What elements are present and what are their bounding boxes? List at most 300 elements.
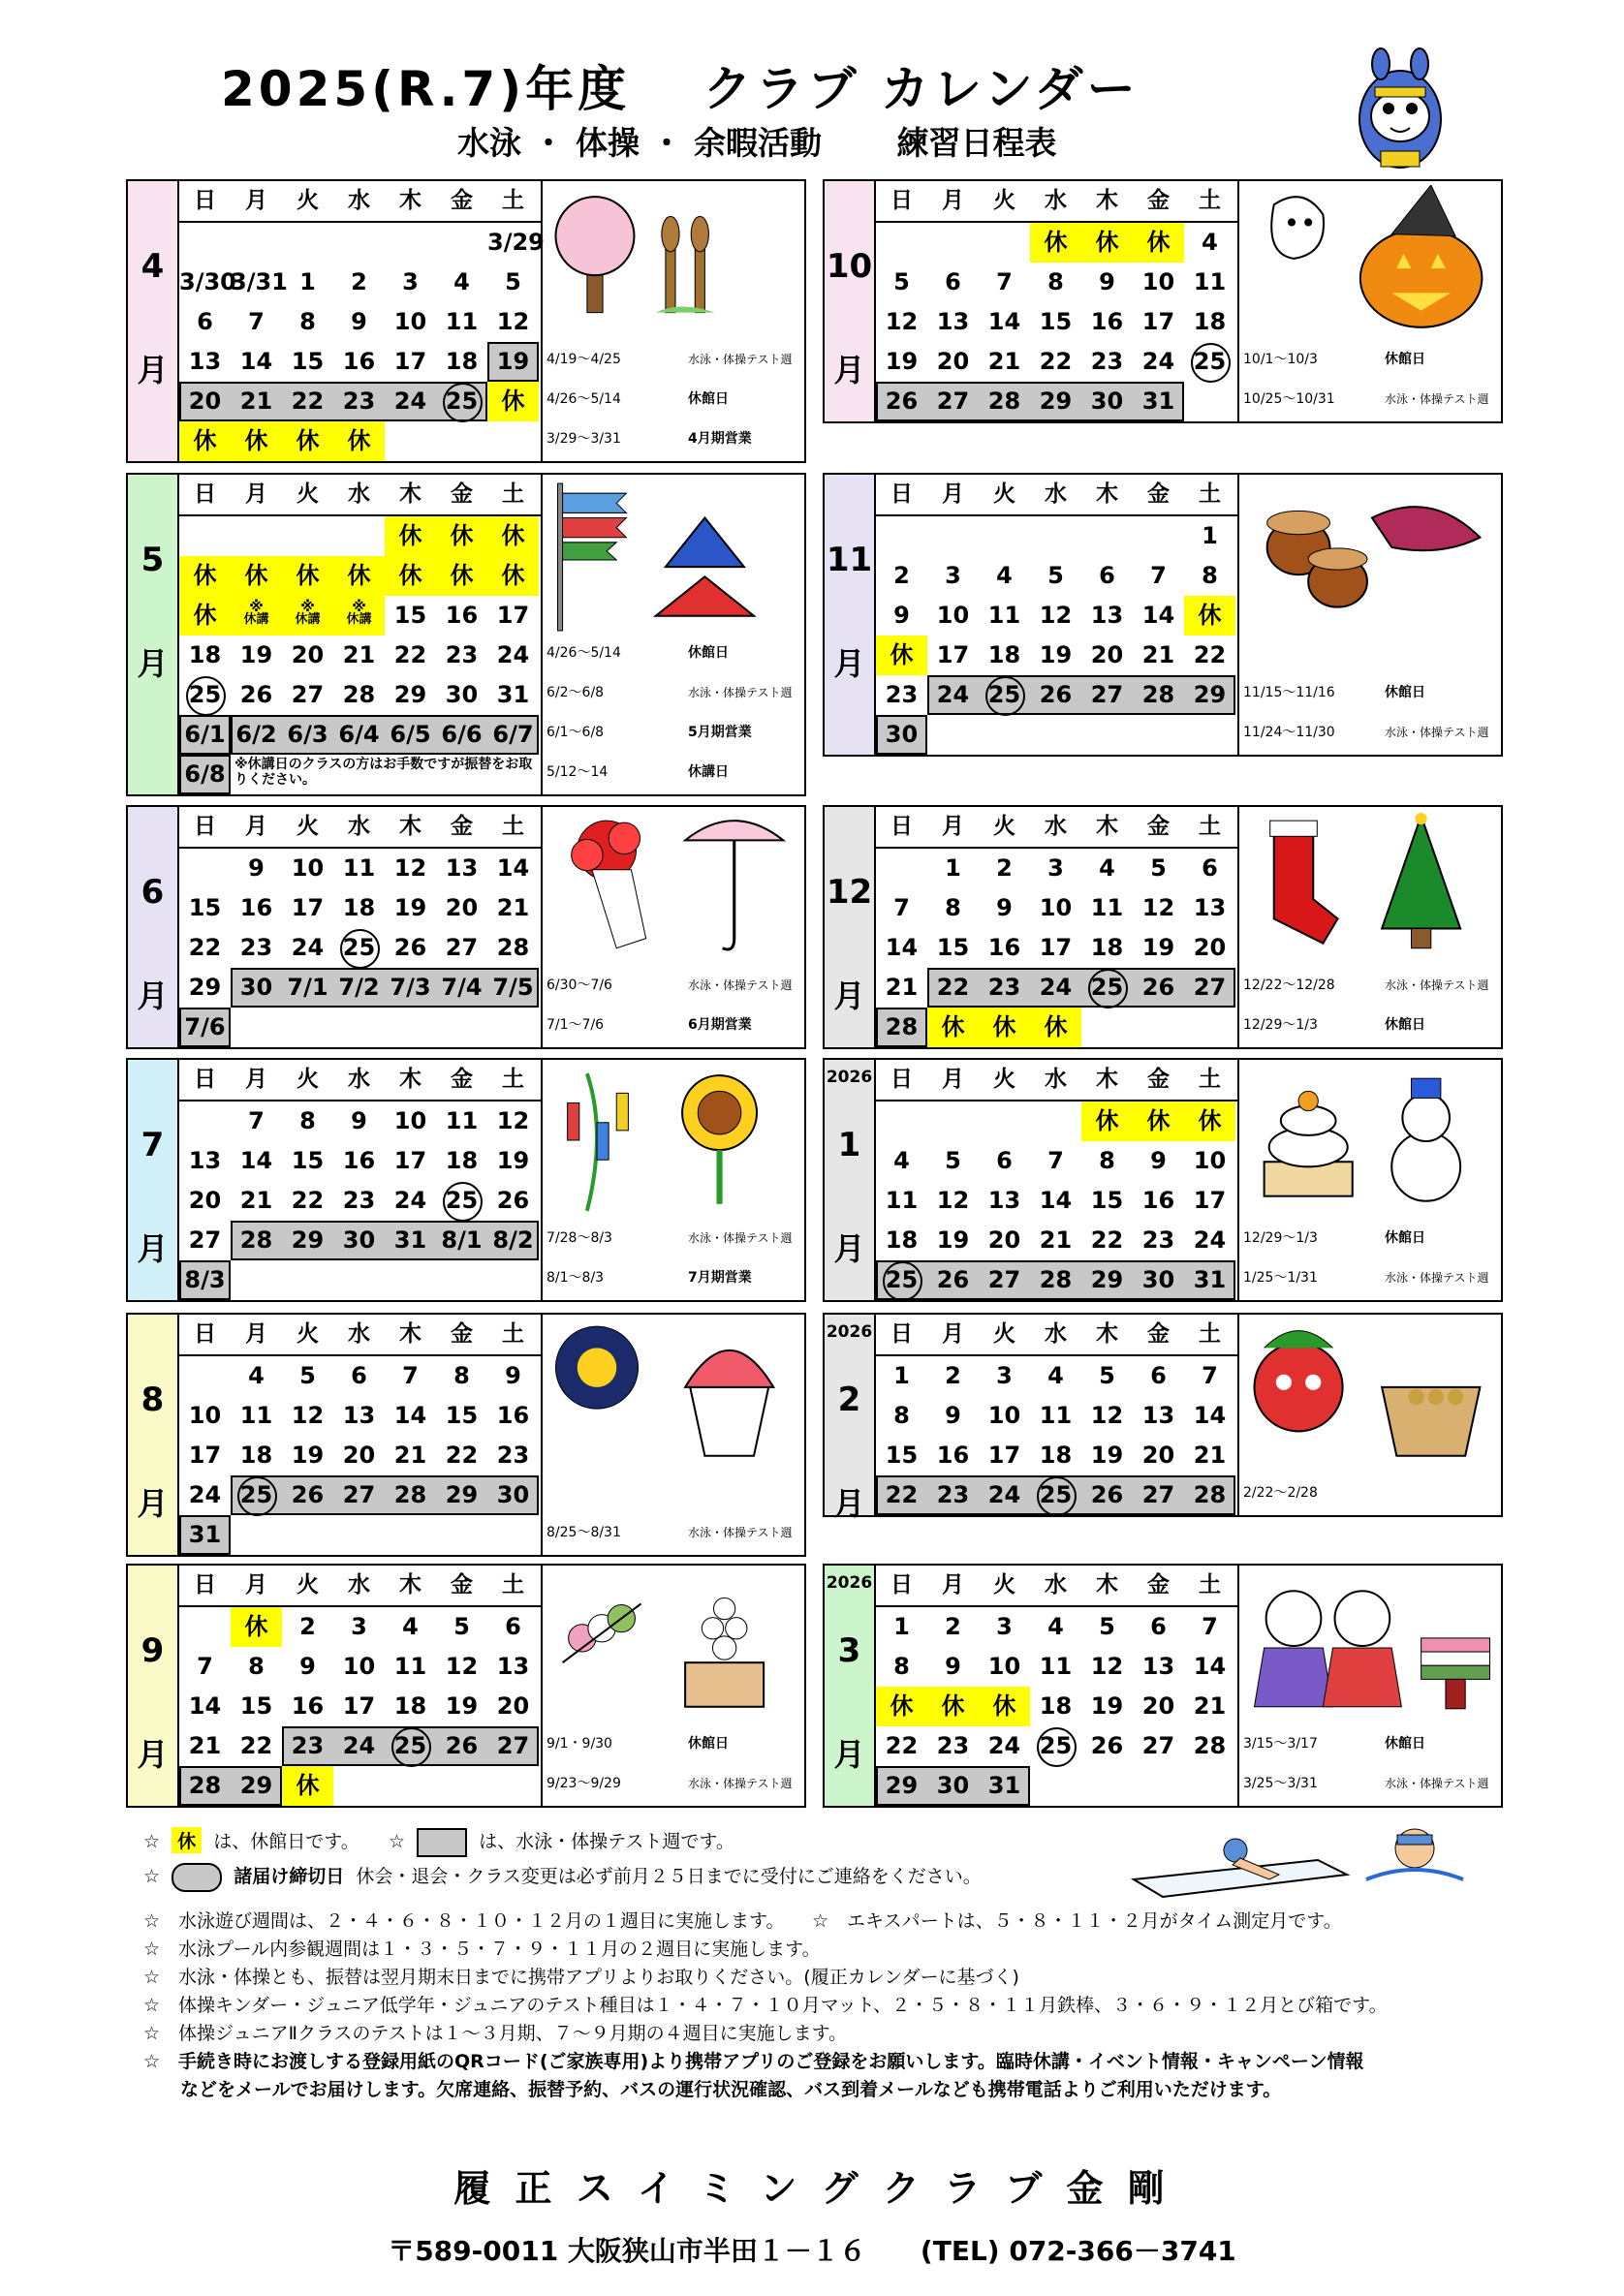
period-range: 4/26～5/14 xyxy=(547,391,621,407)
period-label: 休館日 xyxy=(688,1736,729,1752)
day-cell: 25 xyxy=(876,1260,927,1300)
period-range: 12/29～1/3 xyxy=(1243,1230,1318,1246)
period-row xyxy=(543,673,804,713)
day-cell: 休 xyxy=(179,596,231,636)
day-cell xyxy=(1081,715,1133,755)
day-cell: 30 xyxy=(333,1221,385,1260)
weekday-header: 水 xyxy=(348,1572,370,1598)
month-tab xyxy=(128,181,179,461)
day-cell: 20 xyxy=(445,894,479,921)
day-cell: 休 xyxy=(1133,1101,1184,1141)
day-cell: 休 xyxy=(487,556,539,596)
weekday-header: 水 xyxy=(348,814,370,839)
note-mark: ※ xyxy=(249,598,264,615)
period-row xyxy=(543,753,804,792)
day-cell: 休 xyxy=(927,1008,979,1047)
day-cell: 14 xyxy=(496,854,530,882)
period-label: 6月期営業 xyxy=(688,1017,752,1033)
day-cell xyxy=(231,596,282,636)
weekday-header: 水 xyxy=(1045,481,1067,507)
weekday-header: 土 xyxy=(1199,1572,1221,1598)
day-cell xyxy=(282,596,333,636)
day-cell: 3/31 xyxy=(231,268,288,295)
day-cell: 7/5 xyxy=(487,968,539,1008)
year-label: 2026 xyxy=(826,1322,873,1342)
day-cell: 31 xyxy=(496,681,530,708)
day-cell: 26 xyxy=(1090,1732,1124,1759)
period-row xyxy=(543,419,804,459)
day-cell: 8 xyxy=(1099,1147,1115,1174)
day-cell: 16 xyxy=(496,1402,530,1429)
legend-deadline-text: 休会・退会・クラス変更は必ず前月２５日までに受付にご連絡をください。 xyxy=(356,1866,982,1887)
day-cell xyxy=(231,1260,282,1300)
day-cell xyxy=(333,596,385,636)
period-row xyxy=(543,1219,804,1258)
club-address: 〒589-0011 大阪狭山市半田１－１６ (TEL) 072-366－3741 xyxy=(388,2235,1236,2267)
day-cell: 28 xyxy=(1030,1260,1081,1300)
period-info xyxy=(543,966,804,1045)
day-cell: 6 xyxy=(505,1613,521,1640)
day-cell: 8/1 xyxy=(436,1221,487,1260)
day-cell: 18 xyxy=(1039,1442,1073,1469)
day-cell: 18 xyxy=(188,641,222,668)
weekday-header: 金 xyxy=(451,1321,473,1347)
weekday-header: 水 xyxy=(348,188,370,213)
day-cell xyxy=(487,1008,539,1047)
month-tab xyxy=(825,475,876,755)
weekday-header: 土 xyxy=(1199,1067,1221,1092)
period-range: 7/1～7/6 xyxy=(547,1017,605,1033)
day-cell xyxy=(876,516,927,556)
day-cell: 19 xyxy=(1039,641,1073,668)
day-cell: 7 xyxy=(996,268,1013,295)
day-cell: 18 xyxy=(445,1147,479,1174)
day-cell: 18 xyxy=(987,641,1021,668)
day-cell: 30 xyxy=(445,681,479,708)
month-number: 10 xyxy=(826,247,873,286)
day-cell xyxy=(385,421,436,461)
day-cell: 4 xyxy=(893,1147,910,1174)
day-cell: 12 xyxy=(496,1107,530,1134)
day-cell: 25 xyxy=(979,675,1030,715)
day-cell: 7 xyxy=(197,1653,213,1680)
calendar-grid xyxy=(179,807,543,1047)
day-cell: 1 xyxy=(945,854,961,882)
day-cell xyxy=(282,1260,333,1300)
day-cell: 7/2 xyxy=(333,968,385,1008)
period-label: 休館日 xyxy=(688,645,729,661)
day-cell: 29 xyxy=(1030,382,1081,421)
day-cell: 16 xyxy=(987,934,1021,961)
day-cell: 17 xyxy=(342,1692,376,1720)
day-cell: 6/6 xyxy=(436,715,487,755)
day-cell xyxy=(1184,715,1235,755)
day-cell: 3 xyxy=(402,268,419,295)
day-cell xyxy=(876,223,927,263)
day-cell: 25 xyxy=(231,1475,282,1515)
day-cell: 22 xyxy=(876,1475,927,1515)
day-cell: 休 xyxy=(231,421,282,461)
period-label: 休講日 xyxy=(688,764,729,780)
day-cell: 21 xyxy=(342,641,376,668)
day-cell: 15 xyxy=(239,1692,273,1720)
day-cell: 21 xyxy=(393,1442,427,1469)
day-cell: 6/4 xyxy=(333,715,385,755)
month-suffix: 月 xyxy=(833,1485,865,1522)
hina-illustration xyxy=(1243,1569,1501,1726)
day-cell: 3 xyxy=(1047,854,1064,882)
day-cell: 26 xyxy=(436,1726,487,1766)
day-cell: 27 xyxy=(445,934,479,961)
day-cell: 休 xyxy=(385,556,436,596)
koinobori-illustration xyxy=(547,479,804,636)
day-cell: 5 xyxy=(505,268,521,295)
day-cell: 23 xyxy=(885,681,919,708)
day-cell: 6 xyxy=(1150,1613,1167,1640)
day-cell: 10 xyxy=(1193,1147,1227,1174)
day-cell: 休 xyxy=(282,421,333,461)
weekday-header: 木 xyxy=(399,1067,422,1092)
day-cell: 17 xyxy=(188,1442,222,1469)
day-cell: 11 xyxy=(239,1402,273,1429)
sakura-illustration xyxy=(547,185,804,342)
calendar-grid xyxy=(179,475,543,794)
day-cell: 25 xyxy=(436,1181,487,1221)
day-cell: 休 xyxy=(385,516,436,556)
day-cell: 14 xyxy=(239,348,273,375)
period-range: 10/25～10/31 xyxy=(1243,391,1335,407)
period-label: 水泳・体操テスト週 xyxy=(688,353,793,366)
day-cell: 21 xyxy=(1193,1692,1227,1720)
day-cell: 11 xyxy=(1090,894,1124,921)
weekday-header: 水 xyxy=(348,481,370,507)
weekday-header: 日 xyxy=(890,814,913,839)
day-cell: 4 xyxy=(1099,854,1115,882)
month-apr xyxy=(126,179,806,463)
day-cell: 10 xyxy=(987,1653,1021,1680)
weekday-header: 金 xyxy=(1147,1321,1170,1347)
weekday-header: 火 xyxy=(297,1572,319,1598)
day-cell: 休 xyxy=(1081,1101,1133,1141)
day-cell: 25 xyxy=(436,382,487,421)
day-cell xyxy=(231,1008,282,1047)
period-row xyxy=(543,1724,804,1764)
day-cell: 21 xyxy=(231,382,282,421)
weekday-header: 土 xyxy=(1199,814,1221,839)
day-cell xyxy=(1081,1766,1133,1806)
day-cell: 10 xyxy=(291,854,325,882)
day-cell: 15 xyxy=(1039,308,1073,335)
weekday-header: 月 xyxy=(245,1067,267,1092)
period-range: 10/1～10/3 xyxy=(1243,352,1318,367)
day-cell: 休 xyxy=(1081,223,1133,263)
day-cell: 1 xyxy=(299,268,316,295)
month-suffix: 月 xyxy=(833,1736,865,1773)
month-jul xyxy=(126,1058,806,1302)
day-cell: 休 xyxy=(487,382,539,421)
month-number: 7 xyxy=(141,1126,165,1164)
day-cell: 8 xyxy=(299,1107,316,1134)
day-cell: 28 xyxy=(876,1008,927,1047)
day-cell: 6 xyxy=(1202,854,1218,882)
month-nov xyxy=(823,473,1503,757)
month-number: 5 xyxy=(141,541,165,579)
day-cell: 30 xyxy=(927,1766,979,1806)
month-tab xyxy=(128,1566,179,1806)
deadline-swatch xyxy=(172,1863,222,1892)
day-cell: 14 xyxy=(1039,1187,1073,1214)
period-range: 6/30～7/6 xyxy=(547,977,612,993)
calendar-grid xyxy=(876,1315,1239,1515)
period-label: 7月期営業 xyxy=(688,1270,752,1286)
day-cell: 9 xyxy=(248,854,265,882)
day-cell: 29 xyxy=(1081,1260,1133,1300)
calendar-grid xyxy=(179,181,543,461)
day-cell: 17 xyxy=(393,348,427,375)
calendar-grid xyxy=(876,475,1239,755)
day-cell: 14 xyxy=(885,934,919,961)
day-cell: 16 xyxy=(239,894,273,921)
month-suffix: 月 xyxy=(137,977,169,1014)
day-cell: 16 xyxy=(445,602,479,629)
weekday-header: 火 xyxy=(993,1321,1015,1347)
day-cell: 28 xyxy=(231,1221,282,1260)
day-cell: 休 xyxy=(979,1687,1030,1726)
day-cell: 17 xyxy=(1141,308,1175,335)
day-cell xyxy=(231,1515,282,1555)
day-cell: 17 xyxy=(393,1147,427,1174)
day-cell: 13 xyxy=(445,854,479,882)
day-cell: 29 xyxy=(876,1766,927,1806)
day-cell: 5 xyxy=(453,1613,470,1640)
day-cell: 休 xyxy=(876,636,927,675)
month-number: 6 xyxy=(141,873,165,912)
period-range: 8/25～8/31 xyxy=(547,1525,621,1540)
day-cell: 14 xyxy=(987,308,1021,335)
day-cell: 24 xyxy=(385,382,436,421)
day-cell: 休 xyxy=(436,556,487,596)
weekday-header: 火 xyxy=(993,1067,1015,1092)
day-cell xyxy=(979,1101,1030,1141)
day-cell: 20 xyxy=(179,382,231,421)
day-cell: 休 xyxy=(1184,1101,1235,1141)
day-cell: 6/5 xyxy=(385,715,436,755)
weekday-header: 水 xyxy=(1045,1572,1067,1598)
period-label: 水泳・体操テスト週 xyxy=(1385,1777,1489,1790)
day-cell: 6 xyxy=(197,308,213,335)
day-cell xyxy=(333,223,385,263)
day-cell: 16 xyxy=(1090,308,1124,335)
day-cell xyxy=(385,1515,436,1555)
day-cell: 13 xyxy=(342,1402,376,1429)
period-row xyxy=(1239,1219,1501,1258)
weekday-header: 火 xyxy=(993,814,1015,839)
weekday-header: 土 xyxy=(1199,188,1221,213)
period-label: 休館日 xyxy=(1385,1230,1425,1246)
weekday-header: 火 xyxy=(297,1321,319,1347)
day-cell: 9 xyxy=(996,894,1013,921)
weekday-header: 水 xyxy=(1045,188,1067,213)
mascot-icon xyxy=(1352,47,1449,172)
weekday-header: 水 xyxy=(1045,1067,1067,1092)
day-cell: 9 xyxy=(945,1653,961,1680)
weekday-header: 土 xyxy=(1199,1321,1221,1347)
period-label: 水泳・体操テスト週 xyxy=(1385,392,1489,406)
day-cell: 2 xyxy=(299,1613,316,1640)
weekday-header: 土 xyxy=(502,481,524,507)
day-cell xyxy=(333,516,385,556)
period-info xyxy=(1239,673,1501,753)
day-cell: 12 xyxy=(1090,1653,1124,1680)
weekday-header: 日 xyxy=(890,481,913,507)
day-cell xyxy=(333,1260,385,1300)
day-cell: 25 xyxy=(1081,968,1133,1008)
day-cell: 休 xyxy=(927,1687,979,1726)
day-cell: 20 xyxy=(1141,1692,1175,1720)
day-cell: 23 xyxy=(1141,1226,1175,1254)
period-range: 6/1～6/8 xyxy=(547,725,605,740)
period-row xyxy=(543,1513,804,1553)
day-cell: 22 xyxy=(1090,1226,1124,1254)
period-row xyxy=(1239,1724,1501,1764)
day-cell xyxy=(979,223,1030,263)
weekday-header: 月 xyxy=(942,1572,964,1598)
day-cell: 24 xyxy=(291,934,325,961)
day-cell: 10 xyxy=(987,1402,1021,1429)
period-label: 休館日 xyxy=(1385,1017,1425,1033)
day-cell: 23 xyxy=(927,1475,979,1515)
holiday-swatch: 休 xyxy=(172,1827,202,1853)
period-row xyxy=(543,634,804,673)
day-cell: 31 xyxy=(385,1221,436,1260)
day-cell: 24 xyxy=(333,1726,385,1766)
period-row xyxy=(1239,713,1501,753)
weekday-header: 木 xyxy=(399,1321,422,1347)
day-cell: 3 xyxy=(351,1613,367,1640)
day-cell: 7/1 xyxy=(282,968,333,1008)
day-cell: 26 xyxy=(1133,968,1184,1008)
month-suffix: 月 xyxy=(137,645,169,682)
month-suffix: 月 xyxy=(137,352,169,388)
day-cell: 17 xyxy=(987,1442,1021,1469)
month-tab xyxy=(128,1315,179,1555)
day-cell: 12 xyxy=(1039,602,1073,629)
day-cell xyxy=(1081,516,1133,556)
day-cell: 22 xyxy=(885,1732,919,1759)
day-cell: 5 xyxy=(1047,562,1064,589)
day-cell: 29 xyxy=(188,974,222,1001)
day-cell: 21 xyxy=(496,894,530,921)
day-cell: 21 xyxy=(1141,641,1175,668)
period-info xyxy=(1239,340,1501,419)
month-suffix: 月 xyxy=(137,1485,169,1522)
weekday-header: 金 xyxy=(451,1572,473,1598)
period-range: 4/19～4/25 xyxy=(547,352,621,367)
day-cell: 19 xyxy=(239,641,273,668)
period-row xyxy=(543,966,804,1006)
day-cell: 9 xyxy=(1099,268,1115,295)
day-cell xyxy=(436,223,487,263)
weekday-header: 日 xyxy=(890,1572,913,1598)
weekday-header: 日 xyxy=(890,1321,913,1347)
day-cell xyxy=(487,1766,539,1806)
day-cell: 10 xyxy=(393,308,427,335)
day-cell: 13 xyxy=(1090,602,1124,629)
day-cell: 17 xyxy=(1039,934,1073,961)
day-cell: 20 xyxy=(291,641,325,668)
day-cell: 8 xyxy=(893,1402,910,1429)
day-cell: 12 xyxy=(445,1653,479,1680)
day-cell xyxy=(927,715,979,755)
day-cell: 7/6 xyxy=(179,1008,231,1047)
day-cell: 24 xyxy=(188,1481,222,1508)
day-cell xyxy=(282,1515,333,1555)
weekday-header: 金 xyxy=(451,481,473,507)
day-cell: 15 xyxy=(445,1402,479,1429)
day-cell: 17 xyxy=(496,602,530,629)
month-tab xyxy=(825,181,876,421)
day-cell: 16 xyxy=(936,1442,970,1469)
day-cell: 3 xyxy=(945,562,961,589)
day-cell: 休 xyxy=(282,556,333,596)
day-cell: 休 xyxy=(333,421,385,461)
month-number: 1 xyxy=(837,1126,861,1164)
day-cell: 30 xyxy=(1081,382,1133,421)
day-cell: 7 xyxy=(248,308,265,335)
day-cell: 12 xyxy=(936,1187,970,1214)
calendar-grid xyxy=(876,807,1239,1047)
day-cell: 26 xyxy=(1081,1475,1133,1515)
day-cell: 8 xyxy=(248,1653,265,1680)
day-cell: 22 xyxy=(239,1732,273,1759)
day-cell: 29 xyxy=(1184,675,1235,715)
swimmer-illustration xyxy=(1124,1821,1473,1899)
month-number: 12 xyxy=(826,873,873,912)
weekday-header: 月 xyxy=(245,1321,267,1347)
period-row xyxy=(543,1006,804,1045)
period-info xyxy=(1239,1474,1501,1513)
day-cell xyxy=(876,849,927,888)
day-cell: 1 xyxy=(1202,522,1218,549)
day-cell: 5 xyxy=(1099,1613,1115,1640)
day-cell: 6 xyxy=(945,268,961,295)
period-label: 休館日 xyxy=(688,391,729,407)
day-cell: 28 xyxy=(342,681,376,708)
month-number: 3 xyxy=(837,1631,861,1670)
day-cell: 31 xyxy=(1184,1260,1235,1300)
day-cell: 7/3 xyxy=(385,968,436,1008)
weekday-header: 金 xyxy=(1147,1572,1170,1598)
day-cell: 4 xyxy=(1047,1613,1064,1640)
month-jun xyxy=(126,805,806,1049)
calendar-grid xyxy=(179,1566,543,1806)
period-info xyxy=(1239,1219,1501,1298)
day-cell: 26 xyxy=(496,1187,530,1214)
day-cell: 11 xyxy=(342,854,376,882)
day-cell xyxy=(231,223,282,263)
test-week-swatch xyxy=(417,1828,467,1857)
tsukimi-illustration xyxy=(547,1569,804,1726)
day-cell: 14 xyxy=(1193,1653,1227,1680)
star: ☆ xyxy=(388,1831,405,1852)
day-cell: 休 xyxy=(231,556,282,596)
day-cell: 14 xyxy=(188,1692,222,1720)
day-cell xyxy=(1030,1766,1081,1806)
weekday-header: 日 xyxy=(194,188,216,213)
period-label: 5月期営業 xyxy=(688,725,752,740)
day-cell xyxy=(1133,715,1184,755)
day-cell: 14 xyxy=(1141,602,1175,629)
